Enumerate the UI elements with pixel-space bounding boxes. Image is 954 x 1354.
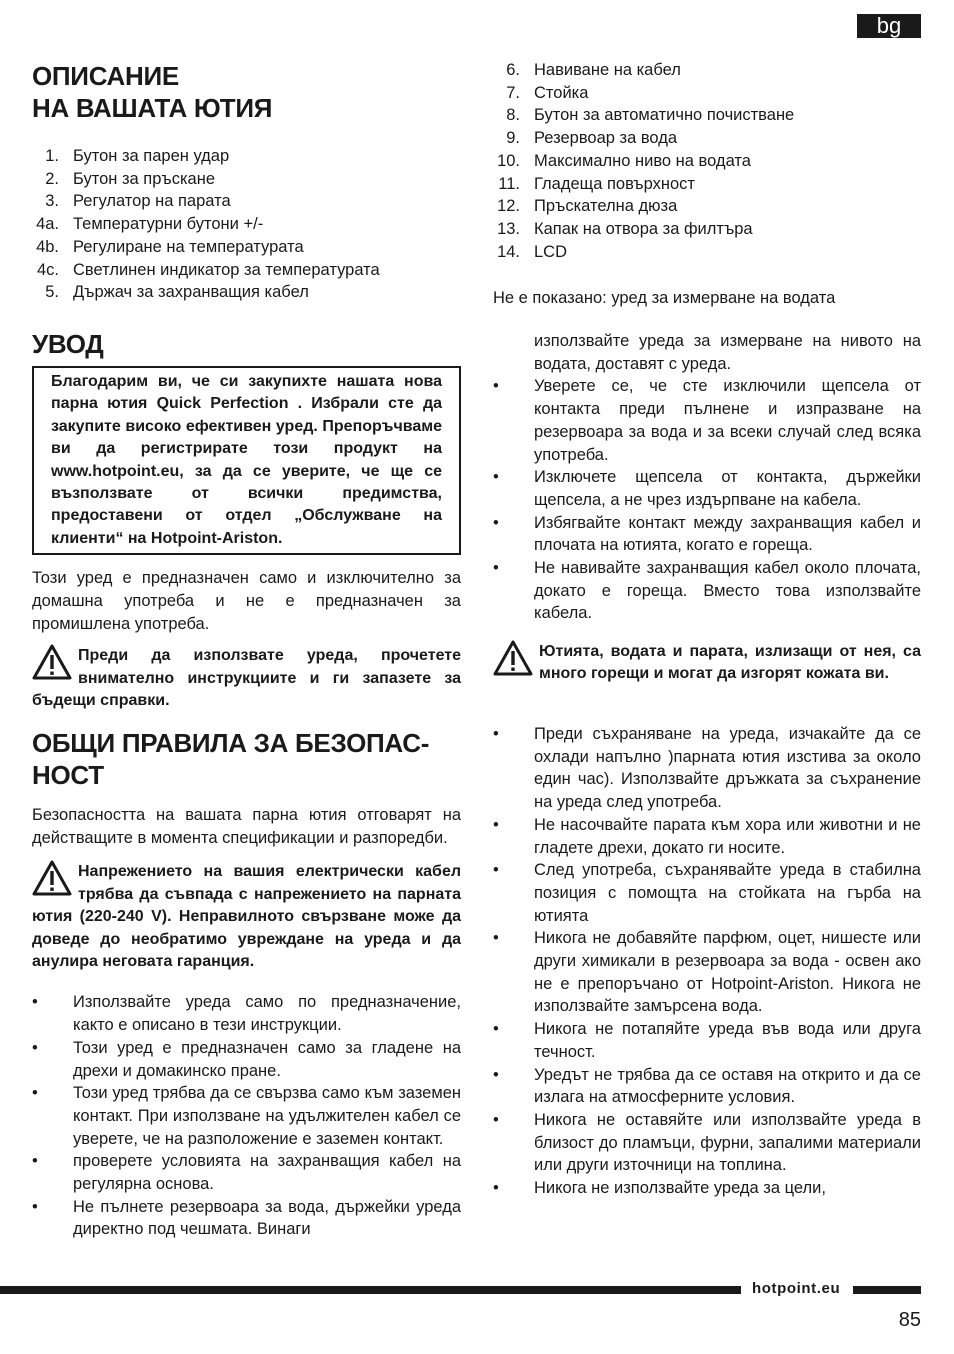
safety-list-item: • Уредът не трябва да се оставя на открито и да се излага на атмосферните условия. <box>493 1064 921 1109</box>
safety-list-item: • Този уред трябва да се свързва само към заземен контакт. При използване на удължителен кабел се уверете, че на разположение е заземен контакт. <box>32 1082 461 1150</box>
safety-list-item: • Никога не използвайте уреда за цели, <box>493 1177 921 1200</box>
description-title-line2: НА ВАШАТА ЮТИЯ <box>32 93 273 123</box>
parts-item-label: Бутон за пръскане <box>73 169 216 188</box>
safety-list-right-2 <box>493 723 921 1200</box>
safety-list-item: • Никога не добавяйте парфюм, оцет, нишесте или други химикали в резервоара за вода - освен ако не е препоръчано от Hotpoint-Ariston. Никога не използвайте замърсена вода. <box>493 927 921 1018</box>
description-title-line1: ОПИСАНИЕ <box>32 61 179 91</box>
parts-list-item <box>493 241 921 264</box>
intro-warning <box>32 645 461 712</box>
parts-item-number: 1. <box>45 147 59 165</box>
parts-list-item <box>493 127 921 150</box>
description-title <box>32 60 461 124</box>
safety-list-item: • Не пълнете резервоара за вода, държейки уреда директно под чешмата. Винаги <box>32 1196 461 1241</box>
parts-item-label: Бутон за автоматично почистване <box>534 106 795 125</box>
intro-title: УВОД <box>32 329 104 359</box>
parts-item-number: 7. <box>506 83 520 102</box>
parts-item-number: 12. <box>497 197 520 216</box>
parts-list-item <box>493 195 921 218</box>
warning-icon <box>493 640 533 676</box>
parts-item-label: Резервоар за вода <box>534 129 678 148</box>
safety-list-left <box>32 991 461 1241</box>
safety-list-item: • След употреба, съхранявайте уреда в стабилна позиция с помощта на стойката на гърба на ютията <box>493 859 921 927</box>
safety-list-right-1 <box>493 375 921 625</box>
parts-list-item <box>493 82 921 105</box>
safety-list-item: • Не навивайте захранващия кабел около плочата, докато е гореща. Вместо това използвайте кабела. <box>493 557 921 625</box>
parts-item-label: LCD <box>534 242 568 261</box>
safety-list-item: • Избягвайте контакт между захранващия кабел и плочата на ютията, когато е гореща. <box>493 512 921 557</box>
parts-item-label: Държач за захранващия кабел <box>73 283 309 302</box>
language-tag: bg <box>857 14 921 38</box>
parts-list-item <box>32 259 461 282</box>
parts-list-item <box>32 281 461 304</box>
parts-item-number: 10. <box>497 151 520 170</box>
parts-item-label: Пръскателна дюза <box>534 197 678 216</box>
parts-item-number: 9. <box>506 129 520 148</box>
parts-list-item <box>32 236 461 259</box>
parts-item-label: Максимално ниво на водата <box>534 151 751 170</box>
page-number: 85 <box>898 1309 921 1331</box>
safety-list-item: • Не насочвайте парата към хора или животни и не гладете дрехи, докато ги носите. <box>493 814 921 859</box>
footer-brand: hotpoint.eu <box>752 1280 841 1297</box>
safety-list-item: • Никога не потапяйте уреда във вода или друга течност. <box>493 1018 921 1063</box>
parts-item-number: 14. <box>497 242 520 261</box>
parts-list-item <box>32 145 461 168</box>
parts-item-label: Светлинен индикатор за температурата <box>73 260 380 279</box>
parts-item-number: 2. <box>45 169 59 188</box>
parts-item-number: 8. <box>506 106 520 125</box>
intro-box <box>32 366 461 555</box>
parts-item-label: Температурни бутони +/- <box>73 215 264 234</box>
parts-item-label: Навиване на кабел <box>534 61 681 79</box>
intro-box-text: Благодарим ви, че си закупихте нашата нова парна ютия Quick Perfection . Избрали сте да закупите високо ефективен уред. Препоръчваме ви да регистрирате този продукт на www.hotpoint.eu, за да се уверите, че ще се възползвате от всички предимства, предоставени от отдел „Обслужване на клиенти“ на Hotpoint-Ariston. <box>51 373 442 547</box>
warning-icon <box>32 860 72 896</box>
parts-item-label: Капак на отвора за филтъра <box>534 219 753 238</box>
parts-item-number: 4c. <box>36 260 59 279</box>
safety-list-item: • Никога не оставяйте или използвайте уреда в близост до пламъци, фурни, запалими материали или други източници на топлина. <box>493 1109 921 1177</box>
safety-title <box>32 727 461 791</box>
footer-rule-right <box>853 1286 921 1294</box>
parts-item-label: Бутон за парен удар <box>73 147 230 165</box>
safety-list-item: • Този уред е предназначен само за гладене на дрехи и домакинско пране. <box>32 1037 461 1082</box>
parts-item-number: 5. <box>45 283 59 302</box>
hot-warning <box>493 641 921 686</box>
safety-title-line1: ОБЩИ ПРАВИЛА ЗА БЕЗОПАС- <box>32 728 430 758</box>
parts-item-label: Регулатор на парата <box>73 192 231 211</box>
safety-list-item: • Използвайте уреда само по предназначение, както е описано в тези инструкции. <box>32 991 461 1036</box>
parts-list-item <box>493 59 921 82</box>
warning-icon <box>32 644 72 680</box>
parts-item-number: 4a. <box>36 215 59 234</box>
not-shown-note: Не е показано: уред за измерване на водата <box>493 289 836 307</box>
safety-title-line2: НОСТ <box>32 760 104 790</box>
safety-list-item: • Изключете щепсела от контакта, държейки щепсела, а не чрез издърпване на кабела. <box>493 466 921 511</box>
parts-list-item <box>32 213 461 236</box>
safety-list-item: • Уверете се, че сте изключили щепсела от контакта преди пълнене и изпразване на резервоара за вода и за всеки случай след всяка употреба. <box>493 375 921 466</box>
parts-item-label: Регулиране на температурата <box>73 237 304 256</box>
safety-section <box>32 727 461 1241</box>
parts-list-item <box>493 150 921 173</box>
safety-list-item: • Преди съхраняване на уреда, изчакайте да се охлади напълно )парната ютия изстива за около един час). Използвайте дръжката за съхранение на уреда след употреба. <box>493 723 921 814</box>
safety-paragraph: Безопасността на вашата парна ютия отговарят на действащите в момента спецификации и разпоредби. <box>32 806 461 847</box>
parts-item-number: 13. <box>497 219 520 238</box>
parts-item-number: 3. <box>45 192 59 211</box>
parts-item-number: 11. <box>498 174 520 193</box>
parts-list-item <box>493 104 921 127</box>
parts-list-item <box>493 173 921 196</box>
safety-continued <box>493 330 921 625</box>
parts-list-item <box>32 168 461 191</box>
continuation-text: използвайте уреда за измерване на нивото на водата, доставят с уреда. <box>534 332 921 373</box>
voltage-warning-text: Напрежението на вашия електрически кабел трябва да съвпада с напрежението на парната ютия (220-240 V). Неправилното свързване може да доведе до необратимо увреждане на уреда и да анулира неговата гаранция. <box>32 863 461 971</box>
parts-item-number: 4b. <box>36 237 59 256</box>
parts-item-label: Гладеща повърхност <box>534 174 695 193</box>
parts-item-number: 6. <box>506 61 520 79</box>
footer-rule-left <box>0 1286 741 1294</box>
intro-warning-text: Преди да използвате уреда, прочетете внимателно инструкциите и ги запазете за бъдещи справки. <box>32 647 461 710</box>
parts-list-item <box>493 218 921 241</box>
description-section <box>32 60 461 304</box>
parts-list-right <box>493 59 921 263</box>
intro-paragraph: Този уред е предназначен само и изключително за домашна употреба и не е предназначен за промишлена употреба. <box>32 569 461 633</box>
voltage-warning <box>32 861 461 973</box>
parts-item-label: Стойка <box>534 83 589 102</box>
parts-list-left <box>32 145 461 304</box>
intro-section <box>32 328 461 713</box>
parts-list-item <box>32 190 461 213</box>
hot-warning-text: Ютията, водата и парата, излизащи от нея, са много горещи и могат да изгорят кожата ви. <box>539 643 921 683</box>
safety-list-item: • проверете условията на захранващия кабел на регулярна основа. <box>32 1150 461 1195</box>
